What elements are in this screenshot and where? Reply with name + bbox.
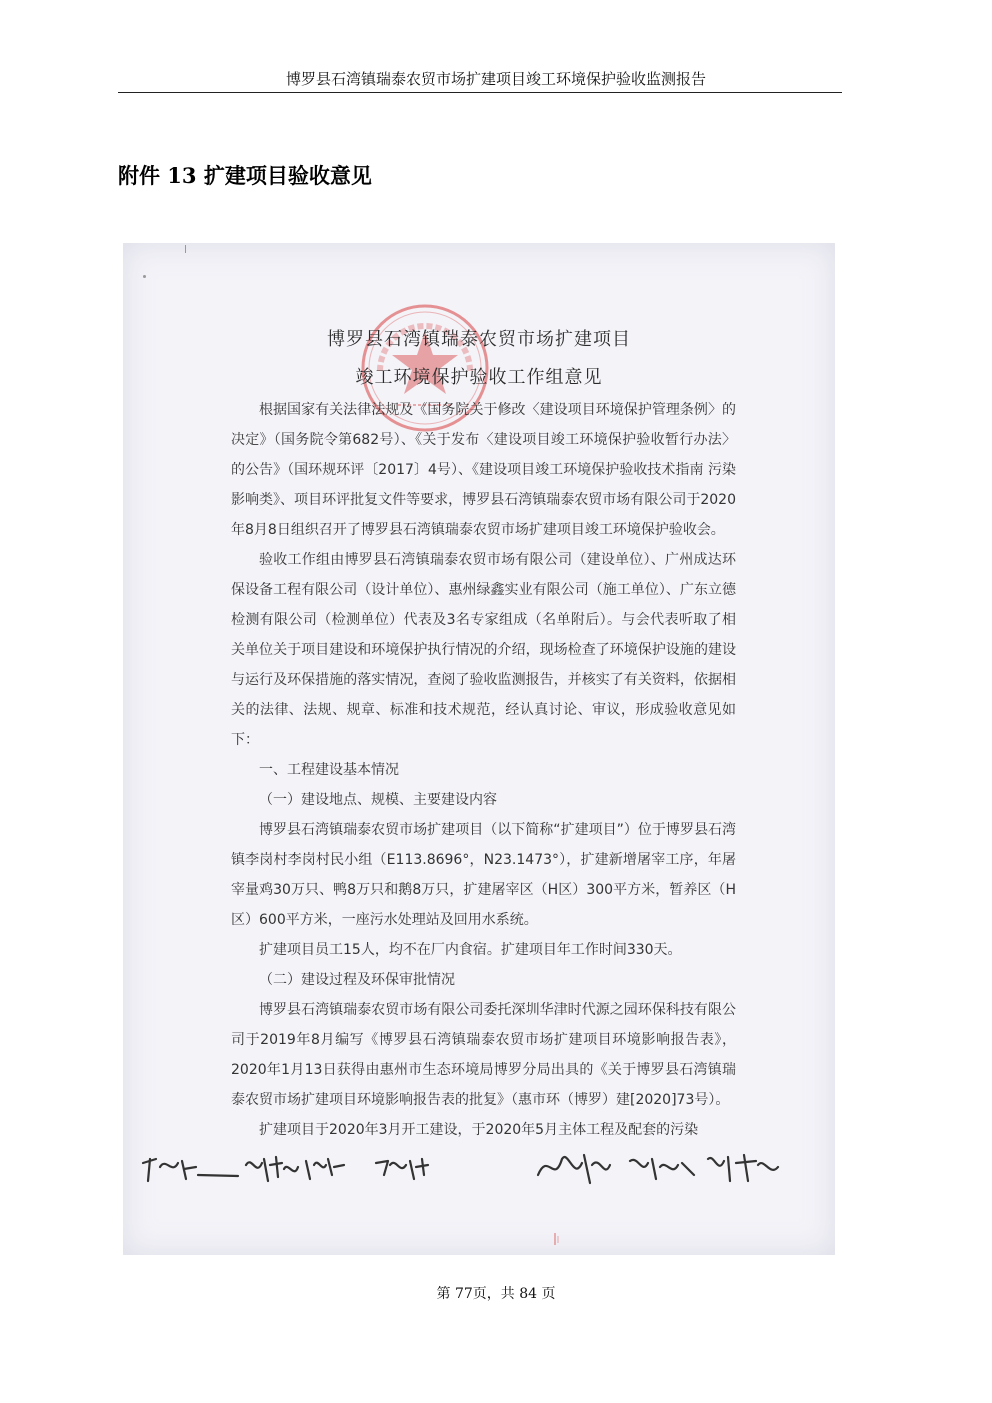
signature [246,1157,298,1181]
signature [538,1155,610,1183]
page-footer: 第 77页，共 84 页 [436,1286,556,1302]
signature [306,1159,344,1179]
paragraph: 博罗县石湾镇瑞泰农贸市场扩建项目（以下简称“扩建项目”）位于博罗县石湾镇李岗村李岗村民小组（E113.8696°，N23.1473°），扩建新增屠宰工序，年屠宰量鸡30万只、鸭8万只和鹅8万只，扩建屠宰区（H区）300平方米，暂养区（H区）600平方米，一座污水处理站及回用水系统。 [231,822,736,928]
running-header: 博罗县石湾镇瑞泰农贸市场扩建项目竣工环境保护验收监测报告 [285,70,706,88]
paragraph: 根据国家有关法律法规及《国务院关于修改〈建设项目环境保护管理条例〉的决定》（国务院令第682号）、《关于发布〈建设项目竣工环境保护验收暂行办法〉的公告》（国环规环评〔2017〕4号）、《建设项目竣工环境保护验收技术指南 污染影响类》、项目环评批复文件等要求，博罗县石湾镇瑞泰农贸市场有限公司于2020年8月8日组织召开了博罗县石湾镇瑞泰农贸市场扩建项目竣工环境保护验收会。 [231,402,736,538]
scan-speck [185,245,186,253]
handwritten-signatures [138,1145,798,1195]
stamp-fragment [553,1233,559,1245]
section-heading: 一、工程建设基本情况 [259,762,399,778]
paragraph: 博罗县石湾镇瑞泰农贸市场有限公司委托深圳华津时代源之园环保科技有限公司于2019年8月编写《博罗县石湾镇瑞泰农贸市场扩建项目环境影响报告表》，2020年1月13日获得由惠州市生态环境局博罗分局出具的《关于博罗县石湾镇瑞泰农贸市场扩建项目环境影响报告表的批复》（惠市环（博罗）建[2020]73号）。 [231,1002,736,1108]
document-body [231,395,736,1145]
document-title-line2: 竣工环境保护验收工作组意见 [355,367,603,388]
signature [630,1159,694,1179]
document-title-line1: 博罗县石湾镇瑞泰农贸市场扩建项目 [327,329,631,350]
header-rule [118,92,842,93]
signature [708,1155,778,1181]
paragraph: 扩建项目员工15人，均不在厂内食宿。扩建项目年工作时间330天。 [259,942,682,958]
subsection-heading: （二）建设过程及环保审批情况 [259,972,455,988]
signature [376,1159,428,1179]
scan-speck [143,275,146,278]
paragraph: 验收工作组由博罗县石湾镇瑞泰农贸市场有限公司（建设单位）、广州成达环保设备工程有限公司（设计单位）、惠州绿鑫实业有限公司（施工单位）、广东立德检测有限公司（检测单位）代表及3名专家组成（名单附后）。与会代表听取了相关单位关于项目建设和环境保护执行情况的介绍，现场检查了环境保护设施的建设与运行及环保措施的落实情况，查阅了验收监测报告，并核实了有关资料，依据相关的法律、法规、规章、标准和技术规范，经认真讨论、审议，形成验收意见如下： [231,552,736,748]
attachment-title: 附件 13 扩建项目验收意见 [118,163,372,188]
scanned-document [123,243,835,1255]
subsection-heading: （一）建设地点、规模、主要建设内容 [259,792,497,808]
paragraph: 扩建项目于2020年3月开工建设，于2020年5月主体工程及配套的污染 [259,1122,699,1138]
signature [143,1159,238,1181]
